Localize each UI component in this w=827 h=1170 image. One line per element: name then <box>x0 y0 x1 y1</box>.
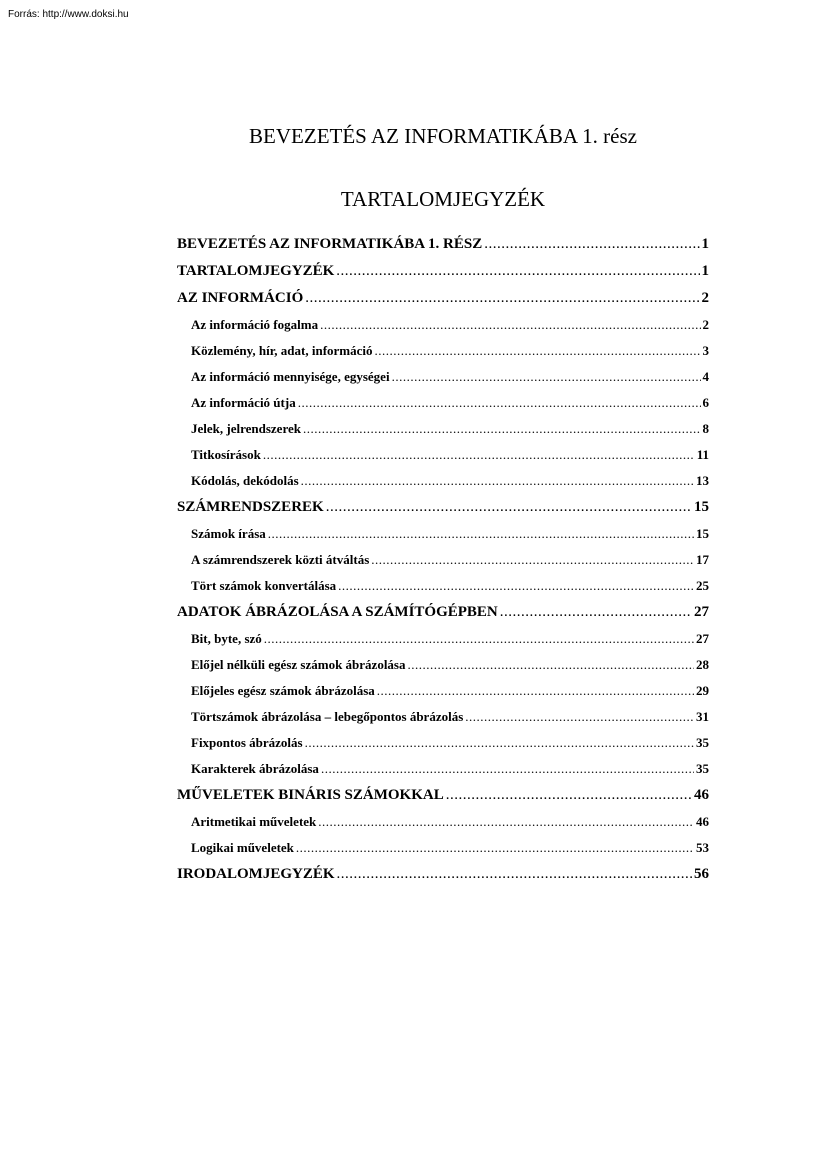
toc-entry-section[interactable] <box>177 442 709 468</box>
toc-entry-label: A számrendszerek közti átváltás <box>191 552 370 567</box>
toc-entry-section[interactable] <box>177 416 709 442</box>
toc-entry-page-number: 46 <box>696 814 709 829</box>
toc-entry-page-number: 11 <box>696 447 709 462</box>
toc-entry-label: SZÁMRENDSZEREK <box>177 499 324 515</box>
toc-entry-label: Számok írása <box>191 526 266 541</box>
toc-entry-label: Előjel nélküli egész számok ábrázolása <box>191 657 406 672</box>
source-note: Forrás: http://www.doksi.hu <box>8 9 129 20</box>
toc-dot-leader <box>301 468 694 494</box>
toc-entry-section[interactable] <box>177 756 709 782</box>
toc-entry-section[interactable] <box>177 626 709 652</box>
toc-dot-leader <box>296 835 694 861</box>
toc-entry-label: Titkosírások <box>191 447 261 462</box>
toc-entry-section[interactable] <box>177 730 709 756</box>
toc-entry-section[interactable] <box>177 573 709 599</box>
toc-entry-section[interactable] <box>177 809 709 835</box>
toc-dot-leader <box>320 312 700 338</box>
toc-dot-leader <box>408 652 695 678</box>
toc-entry-section[interactable] <box>177 468 709 494</box>
toc-entry-label: Aritmetikai műveletek <box>191 814 317 829</box>
toc-entry-page-number: 28 <box>696 657 709 672</box>
toc-entry-page-number: 31 <box>696 709 709 724</box>
toc-entry-page-number: 2 <box>702 317 709 332</box>
toc-entry-page-number: 8 <box>702 421 709 436</box>
toc-entry-page-number: 27 <box>694 604 709 620</box>
toc-entry-chapter[interactable] <box>177 258 709 285</box>
toc-entry-label: Bit, byte, szó <box>191 631 262 646</box>
toc-dot-leader <box>303 416 701 442</box>
toc-entry-chapter[interactable] <box>177 231 709 258</box>
toc-entry-section[interactable] <box>177 547 709 573</box>
toc-entry-page-number: 35 <box>696 761 709 776</box>
toc-entry-page-number: 3 <box>702 343 709 358</box>
toc-entry-label: Kódolás, dekódolás <box>191 473 299 488</box>
toc-entry-label: BEVEZETÉS AZ INFORMATIKÁBA 1. RÉSZ <box>177 236 483 252</box>
toc-entry-section[interactable] <box>177 678 709 704</box>
toc-entry-label: Az információ fogalma <box>191 317 319 332</box>
toc-entry-section[interactable] <box>177 835 709 861</box>
toc-entry-section[interactable] <box>177 338 709 364</box>
toc-dot-leader <box>321 756 694 782</box>
toc-dot-leader <box>392 364 701 390</box>
toc-entry-label: Jelek, jelrendszerek <box>191 421 301 436</box>
toc-entry-page-number: 53 <box>696 840 709 855</box>
toc-dot-leader <box>377 678 694 704</box>
toc-entry-page-number: 17 <box>696 552 709 567</box>
toc-dot-leader <box>465 704 694 730</box>
toc-entry-label: MŰVELETEK BINÁRIS SZÁMOKKAL <box>177 787 444 803</box>
toc-dot-leader <box>484 231 699 258</box>
toc-entry-label: ADATOK ÁBRÁZOLÁSA A SZÁMÍTÓGÉPBEN <box>177 604 498 620</box>
toc-entry-chapter[interactable] <box>177 494 709 521</box>
toc-entry-label: Előjeles egész számok ábrázolása <box>191 683 375 698</box>
toc-dot-leader <box>338 573 694 599</box>
toc-entry-page-number: 46 <box>694 787 709 803</box>
toc-entry-section[interactable] <box>177 364 709 390</box>
toc-entry-page-number: 56 <box>694 866 709 882</box>
toc-entry-section[interactable] <box>177 704 709 730</box>
toc-entry-page-number: 35 <box>696 735 709 750</box>
table-of-contents <box>177 231 709 888</box>
toc-entry-chapter[interactable] <box>177 861 709 888</box>
toc-heading: TARTALOMJEGYZÉK <box>340 187 546 211</box>
toc-entry-chapter[interactable] <box>177 285 709 312</box>
document-title: BEVEZETÉS AZ INFORMATIKÁBA 1. rész <box>249 124 637 148</box>
toc-dot-leader <box>305 285 699 312</box>
toc-dot-leader <box>371 547 694 573</box>
toc-entry-page-number: 15 <box>694 499 709 515</box>
toc-entry-page-number: 6 <box>702 395 709 410</box>
toc-dot-leader <box>500 599 692 626</box>
toc-dot-leader <box>268 521 694 547</box>
toc-entry-page-number: 25 <box>696 578 709 593</box>
toc-dot-leader <box>337 861 692 888</box>
toc-dot-leader <box>318 809 694 835</box>
toc-entry-section[interactable] <box>177 652 709 678</box>
toc-entry-section[interactable] <box>177 390 709 416</box>
toc-entry-page-number: 2 <box>701 290 709 306</box>
toc-entry-page-number: 1 <box>701 263 709 279</box>
toc-entry-section[interactable] <box>177 312 709 338</box>
toc-entry-label: Tört számok konvertálása <box>191 578 337 593</box>
toc-entry-page-number: 4 <box>702 369 709 384</box>
toc-entry-label: Fixpontos ábrázolás <box>191 735 303 750</box>
toc-entry-chapter[interactable] <box>177 599 709 626</box>
toc-entry-page-number: 29 <box>696 683 709 698</box>
toc-entry-page-number: 1 <box>701 236 709 252</box>
toc-entry-page-number: 15 <box>696 526 709 541</box>
toc-entry-label: Közlemény, hír, adat, információ <box>191 343 373 358</box>
toc-dot-leader <box>336 258 699 285</box>
toc-entry-section[interactable] <box>177 521 709 547</box>
toc-entry-label: IRODALOMJEGYZÉK <box>177 866 335 882</box>
toc-dot-leader <box>305 730 694 756</box>
toc-dot-leader <box>326 494 692 521</box>
toc-dot-leader <box>375 338 701 364</box>
toc-entry-page-number: 27 <box>696 631 709 646</box>
toc-dot-leader <box>446 782 692 809</box>
toc-dot-leader <box>298 390 701 416</box>
toc-dot-leader <box>264 626 694 652</box>
toc-entry-chapter[interactable] <box>177 782 709 809</box>
toc-entry-label: Az információ útja <box>191 395 296 410</box>
toc-entry-label: Karakterek ábrázolása <box>191 761 319 776</box>
toc-entry-label: Logikai műveletek <box>191 840 294 855</box>
toc-entry-label: AZ INFORMÁCIÓ <box>177 290 304 306</box>
toc-entry-label: Törtszámok ábrázolása – lebegőpontos ábrázolás <box>191 709 464 724</box>
toc-entry-label: Az információ mennyisége, egységei <box>191 369 390 384</box>
toc-entry-page-number: 13 <box>696 473 709 488</box>
toc-entry-label: TARTALOMJEGYZÉK <box>177 263 335 279</box>
toc-dot-leader <box>263 442 695 468</box>
